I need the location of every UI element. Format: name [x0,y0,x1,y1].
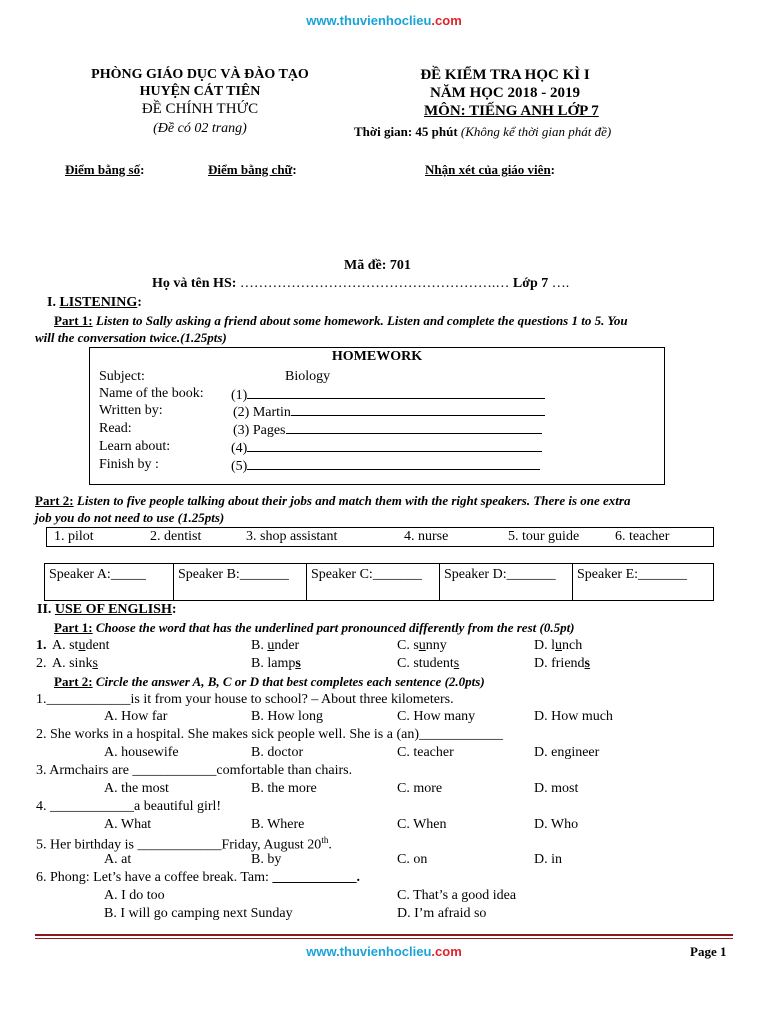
mcq-option[interactable]: A. What [104,817,152,832]
subject-line: MÔN: TIẾNG ANH LỚP 7 [424,103,599,119]
pron-q2-a[interactable]: A. sinks [52,656,98,671]
hw-answer-5[interactable]: (5) [231,457,540,475]
score-word-label: Điểm bằng chữ: [208,162,297,177]
speaker-b-cell[interactable]: Speaker B:_______ [174,564,307,601]
listening-part2-instruction-b: job you do not need to use (1.25pts) [35,510,225,525]
english-part2-instruction: Part 2: Circle the answer A, B, C or D that best completes each sentence (2.0pts) [54,674,485,689]
listening-part1-instruction-b: will the conversation twice.(1.25pts) [35,330,227,345]
job-option: 6. teacher [615,529,670,544]
site-url-bottom[interactable]: www.thuvienhoclieu.com [306,944,462,959]
mcq-option[interactable]: A. housewife [104,745,179,760]
mcq-option[interactable]: C. When [397,817,447,832]
school-year: NĂM HỌC 2018 - 2019 [430,85,580,101]
pron-q2-c[interactable]: C. students [397,656,460,671]
job-option: 4. nurse [404,529,449,544]
listening-part1-instruction-a: Part 1: Listen to Sally asking a friend about some homework. Listen and complete the questions 1 to 5. You [54,313,628,328]
mcq-option[interactable]: C. teacher [397,745,454,760]
job-option: 5. tour guide [508,529,580,544]
mcq-option[interactable]: A. the most [104,781,169,796]
pron-q1-c[interactable]: C. sunny [397,638,447,653]
mcq-stem-4: 4. ____________a beautiful girl! [36,799,222,814]
mcq-option[interactable]: B. How long [251,709,323,724]
speaker-c-cell[interactable]: Speaker C:_______ [307,564,440,601]
listening-heading: I. LISTENING: [47,295,142,310]
hw-answer-1[interactable]: (1) [231,386,545,404]
mcq-option[interactable]: C. more [397,781,443,796]
mcq-stem-6: 6. Phong: Let’s have a coffee break. Tam: ____________. [36,870,360,885]
hw-label-read: Read: [99,421,132,436]
hw-label-book: Name of the book: [99,386,204,401]
pron-q1-a[interactable]: A. student [52,638,110,653]
speaker-e-cell[interactable]: Speaker E:_______ [573,564,714,601]
jobs-box [46,527,714,547]
teacher-comment-label: Nhận xét của giáo viên: [425,162,556,177]
mcq-option[interactable]: D. most [534,781,579,796]
mcq-option[interactable]: C. How many [397,709,476,724]
english-part1-instruction: Part 1: Choose the word that has the underlined part pronounced differently from the rest (0.5pt) [54,620,575,635]
speaker-table [44,563,714,601]
hw-value-subject: Biology [285,369,331,384]
pron-q2-d[interactable]: D. friends [534,656,590,671]
mcq-stem-2: 2. She works in a hospital. She makes sick people well. She is a (an)____________ [36,727,503,742]
job-option: 1. pilot [54,529,94,544]
hw-answer-2[interactable]: (2) Martin [233,403,545,421]
page-count-note: (Đề có 02 trang) [153,121,247,136]
mcq-stem-1: 1.____________is it from your house to school? – About three kilometers. [36,692,454,707]
mcq-stem-5: 5. Her birthday is ____________Friday, August 20th. [36,835,332,853]
time-line: Thời gian: 45 phút (Không kể thời gian phát đề) [354,124,612,139]
student-name-line[interactable]: Họ và tên HS: ……………………………………………….… Lớp 7 …. [152,276,570,291]
mcq-option[interactable]: B. by [251,852,282,867]
score-number-label: Điểm bằng số: [65,162,145,177]
mcq-option[interactable]: D. I’m afraid so [397,906,487,921]
exam-title: ĐỀ KIỂM TRA HỌC KÌ I [420,67,590,83]
english-heading: II. USE OF ENGLISH: [37,602,177,617]
pron-q1-num: 1. [36,638,47,653]
listening-part2-instruction-a: Part 2: Listen to five people talking about their jobs and match them with the right speakers. There is one extra [35,493,631,508]
homework-title: HOMEWORK [331,349,423,364]
mcq-option[interactable]: B. the more [251,781,317,796]
pron-q1-b[interactable]: B. under [251,638,300,653]
mcq-option[interactable]: B. Where [251,817,305,832]
hw-label-subject: Subject: [99,369,145,384]
mcq-option[interactable]: A. at [104,852,132,867]
hw-answer-3[interactable]: (3) Pages [233,421,542,439]
pron-q2-b[interactable]: B. lamps [251,656,301,671]
mcq-option[interactable]: D. Who [534,817,579,832]
job-option: 2. dentist [150,529,202,544]
official-label: ĐỀ CHÍNH THỨC [141,101,259,117]
district-name: HUYỆN CÁT TIÊN [139,84,261,99]
footer-rule-thin [35,938,733,939]
mcq-option[interactable]: B. doctor [251,745,304,760]
page-number: Page 1 [690,944,727,959]
pron-q1-d[interactable]: D. lunch [534,638,583,653]
hw-answer-4[interactable]: (4) [231,439,542,457]
mcq-option[interactable]: D. How much [534,709,613,724]
mcq-option[interactable]: B. I will go camping next Sunday [104,906,293,921]
hw-label-finish: Finish by : [99,457,159,472]
footer-rule [35,934,733,936]
speaker-a-cell[interactable]: Speaker A:_____ [45,564,174,601]
department-name: PHÒNG GIÁO DỤC VÀ ĐÀO TẠO [91,67,309,82]
mcq-option[interactable]: D. in [534,852,562,867]
exam-code: Mã đề: 701 [344,258,411,273]
speaker-d-cell[interactable]: Speaker D:_______ [440,564,573,601]
hw-label-learn: Learn about: [99,439,171,454]
mcq-option[interactable]: D. engineer [534,745,600,760]
job-option: 3. shop assistant [246,529,338,544]
mcq-stem-3: 3. Armchairs are ____________comfortable than chairs. [36,763,353,778]
pron-q2-num: 2. [36,656,47,671]
mcq-option[interactable]: A. How far [104,709,168,724]
mcq-option[interactable]: C. on [397,852,428,867]
mcq-option[interactable]: C. That’s a good idea [397,888,517,903]
site-url-top[interactable]: www.thuvienhoclieu.com [306,13,462,28]
hw-label-author: Written by: [99,403,163,418]
mcq-option[interactable]: A. I do too [104,888,165,903]
